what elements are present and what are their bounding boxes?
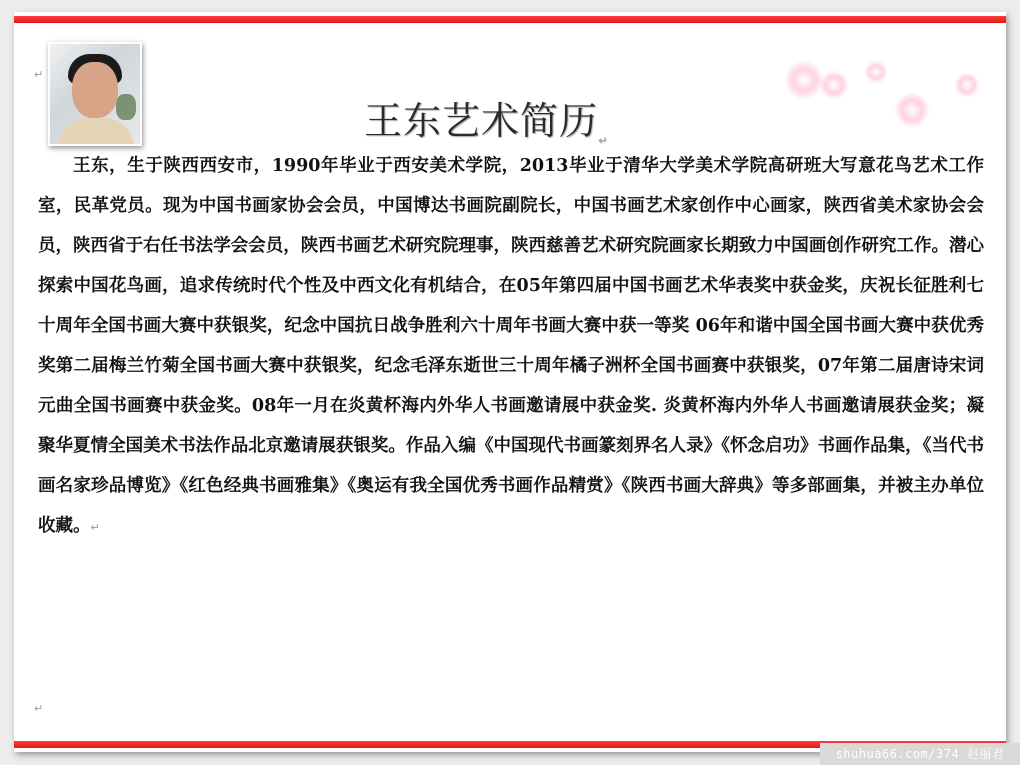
- sparkle-decoration: [784, 60, 824, 100]
- photo-face: [72, 62, 118, 118]
- paragraph-mark: ↵: [34, 68, 44, 81]
- sparkle-decoration: [819, 70, 849, 100]
- paragraph-mark: ↵: [34, 702, 44, 715]
- photo-shirt: [58, 118, 134, 146]
- biography-text: 王东，生于陕西西安市，1990年毕业于西安美术学院，2013毕业于清华大学美术学院高研班大写意花鸟艺术工作室，民革党员。现为中国书画家协会会员，中国博达书画院副院长，中国书画艺术家创作中心画家，陕西省美术家协会会员，陕西省于右任书法学会会员，陕西书画艺术研究院理事，陕西慈善艺术研究院画家长期致力中国画创作研究工作。潜心探索中国花鸟画，追求传统时代个性及中西文化有机结合，在05年第四届中国书画艺术华表奖中获金奖，庆祝长征胜利七十周年全国书画大赛中获银奖，纪念中国抗日战争胜利六十周年书画大赛中获一等奖 06年和谐中国全国书画大赛中获优秀奖第二届梅兰竹菊全国书画大赛中获银奖，纪念毛泽东逝世三十周年橘子洲杯全国书画赛中获银奖，07年第二届唐诗宋词元曲全国书画赛中获金奖。08年一月在炎黄杯海内外华人书画邀请展中获金奖. 炎黄杯海内外华人书画邀请展获金奖；凝聚华夏情全国美术书法作品北京邀请展获银奖。作品入编《中国现代书画篆刻界名人录》《怀念启功》书画作品集，《当代书画名家珍品博览》《红色经典书画雅集》《奥运有我全国优秀书画作品精赏》《陕西书画大辞典》等多部画集，并被主办单位收藏。: [38, 156, 984, 536]
- sparkle-decoration: [894, 92, 930, 128]
- paragraph-mark: ↵: [598, 134, 609, 147]
- portrait-photo: [48, 42, 142, 146]
- biography-paragraph: [38, 146, 984, 548]
- top-red-bar: [14, 16, 1006, 23]
- sparkle-decoration: [864, 60, 888, 84]
- site-watermark: shuhua66.com/374 赵丽君: [820, 743, 1020, 765]
- document-page: [14, 12, 1006, 752]
- page-title: [364, 90, 644, 145]
- page-title-text: 王东艺术简历: [364, 99, 599, 143]
- paragraph-mark: ↵: [90, 521, 100, 534]
- sparkle-decoration: [954, 72, 980, 98]
- photo-background-flower: [116, 94, 136, 120]
